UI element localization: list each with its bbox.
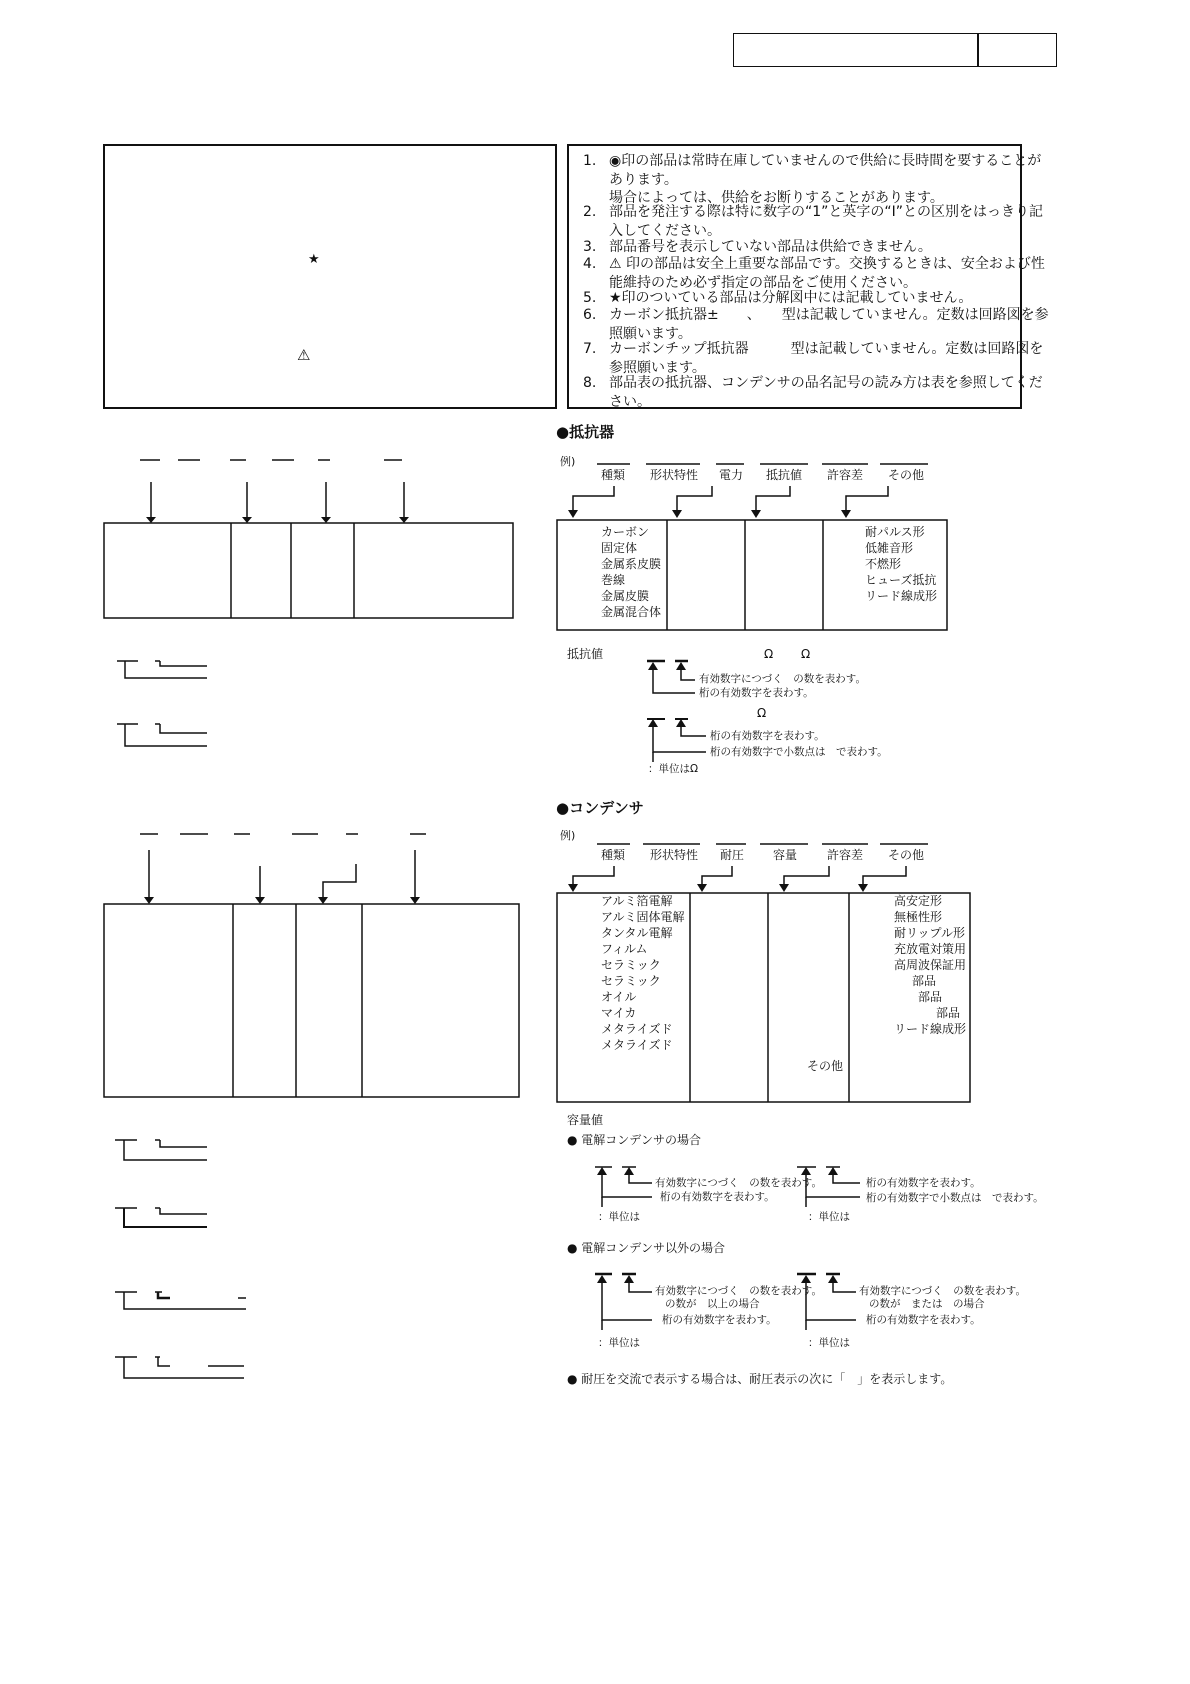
list-item: タンタル電解	[601, 926, 673, 940]
resistor-value-title: 抵抗値	[567, 647, 604, 661]
list-item: 不燃形	[865, 557, 902, 571]
list-item: アルミ箔電解	[601, 894, 673, 908]
capacitor-header-type: 種類	[601, 848, 626, 862]
ohm-unit-1: Ω	[764, 647, 774, 661]
note-7-num: 7.	[583, 341, 597, 357]
list-item: カーボン	[601, 525, 650, 539]
list-item: 耐リップル形	[894, 926, 966, 940]
list-item: 部品	[918, 990, 943, 1004]
ne-explain-right-a: 有効数字につづく の数を表わす。	[859, 1285, 1026, 1297]
ac-voltage-note: ● 耐圧を交流で表示する場合は、耐圧表示の次に「 」を表示します。	[567, 1372, 953, 1386]
list-item: 低雑音形	[865, 541, 914, 555]
list-item: オイル	[601, 990, 637, 1004]
list-item: 巻線	[601, 573, 626, 587]
resistor-other-list	[865, 524, 937, 604]
note-1-text: ◉印の部品は常時在庫していませんので供給に長時間を要することがあります。 場合によっては、供給をお断りすることがあります。	[609, 153, 1042, 206]
ohm-unit-2: Ω	[801, 647, 811, 661]
resistor-unit-note: ：単位はΩ	[648, 763, 699, 775]
note-2-text: 部品を発注する際は特に数字の“1”と英字の“I”との区別をはっきり記入してください。	[609, 204, 1044, 239]
note-6-num: 6.	[583, 307, 597, 323]
capacitor-header-shape: 形状特性	[650, 848, 699, 862]
capacitor-example-label: 例)	[560, 829, 576, 842]
resistor-explain-1a: 有効数字につづく の数を表わす。	[699, 673, 866, 685]
el-explain-left-a: 有効数字につづく の数を表わす。	[655, 1177, 822, 1189]
el-unit-left: ：単位は	[598, 1211, 640, 1223]
list-item: 耐パルス形	[865, 525, 925, 539]
list-item: 無極性形	[894, 910, 943, 924]
capacitor-value-title: 容量値	[567, 1113, 604, 1127]
capacitor-header-voltage: 耐圧	[720, 848, 745, 862]
warning-icon: ⚠	[297, 346, 311, 364]
note-2-num: 2.	[583, 204, 597, 220]
resistor-type-list	[601, 524, 661, 620]
ne-explain-right-b: の数が または の場合	[869, 1298, 985, 1310]
capacitor-other-list	[894, 893, 966, 1037]
capacitor-type-list	[601, 893, 685, 1053]
list-item: フィルム	[601, 942, 648, 956]
resistor-header-type: 種類	[601, 468, 626, 482]
ne-explain-left-a: 有効数字につづく の数を表わす。	[655, 1285, 822, 1297]
capacitor-header-other: その他	[888, 848, 925, 862]
list-item: マイカ	[601, 1006, 637, 1020]
resistor-example-label: 例)	[560, 455, 576, 468]
list-item: ヒューズ抵抗	[865, 573, 937, 587]
list-item: セラミック	[601, 958, 661, 972]
ne-explain-right-c: 桁の有効数字を表わす。	[866, 1314, 981, 1326]
ne-explain-left-c: 桁の有効数字を表わす。	[662, 1314, 777, 1326]
note-1-num: 1.	[583, 153, 597, 169]
list-item: 部品	[912, 974, 937, 988]
note-3-num: 3.	[583, 239, 597, 255]
el-explain-left-b: 桁の有効数字を表わす。	[660, 1191, 775, 1203]
star-mark: ★	[308, 252, 320, 267]
note-8-text: 部品表の抵抗器、コンデンサの品名記号の読み方は表を参照してください。	[609, 375, 1043, 410]
el-explain-right-a: 桁の有効数字を表わす。	[866, 1177, 981, 1189]
note-5-text: ★印のついている部品は分解図中には記載していません。	[609, 290, 973, 306]
note-5-num: 5.	[583, 290, 597, 306]
list-item: 固定体	[601, 541, 638, 555]
resistor-heading: ●抵抗器	[556, 423, 615, 441]
note-3-text: 部品番号を表示していない部品は供給できません。	[609, 239, 932, 255]
list-item: 充放電対策用	[894, 942, 967, 956]
list-item: セラミック	[601, 974, 661, 988]
ne-unit-left: ：単位は	[598, 1337, 640, 1349]
capacitor-tolerance-other: その他	[807, 1059, 844, 1073]
list-item: 金属混合体	[601, 605, 662, 619]
resistor-header-other: その他	[888, 468, 925, 482]
resistor-explain-2a: 桁の有効数字を表わす。	[710, 730, 825, 742]
list-item: 高安定形	[894, 894, 943, 908]
capacitor-header-capacity: 容量	[773, 848, 798, 862]
note-7-text: カーボンチップ抵抗器 型は記載していません。定数は回路図を参照願います。	[609, 341, 1044, 376]
resistor-header-shape: 形状特性	[650, 468, 699, 482]
ne-unit-right: ：単位は	[808, 1337, 850, 1349]
list-item: 金属皮膜	[601, 589, 650, 603]
capacitor-header-tolerance: 許容差	[827, 848, 864, 862]
note-8-num: 8.	[583, 375, 597, 391]
ne-explain-left-b: の数が 以上の場合	[665, 1298, 760, 1310]
electrolytic-case-label: ● 電解コンデンサの場合	[567, 1133, 702, 1147]
list-item: メタライズド	[601, 1038, 673, 1052]
el-unit-right: ：単位は	[808, 1211, 850, 1223]
resistor-explain-1b: 桁の有効数字を表わす。	[699, 687, 814, 699]
list-item: 部品	[936, 1006, 961, 1020]
list-item: 高周波保証用	[894, 958, 967, 972]
list-item: アルミ固体電解	[601, 910, 685, 924]
resistor-header-value: 抵抗値	[766, 468, 803, 482]
list-item: リード線成形	[865, 589, 938, 603]
el-explain-right-b: 桁の有効数字で小数点は で表わす。	[866, 1192, 1044, 1204]
note-6-text: カーボン抵抗器± 、 型は記載していません。定数は回路図を参照願います。	[609, 307, 1049, 342]
resistor-header-tolerance: 許容差	[827, 468, 864, 482]
list-item: メタライズド	[601, 1022, 673, 1036]
note-4-num: 4.	[583, 256, 597, 272]
list-item: リード線成形	[894, 1022, 967, 1036]
capacitor-heading: ●コンデンサ	[556, 799, 644, 817]
list-item: 金属系皮膜	[601, 557, 662, 571]
note-4-text: ⚠ 印の部品は安全上重要な部品です。交換するときは、安全および性能維持のため必ず指定の部品をご使用ください。	[609, 256, 1045, 291]
ohm-unit-3: Ω	[757, 706, 767, 720]
resistor-explain-2b: 桁の有効数字で小数点は で表わす。	[710, 746, 888, 758]
non-electrolytic-case-label: ● 電解コンデンサ以外の場合	[567, 1241, 726, 1255]
resistor-header-power: 電力	[719, 468, 744, 482]
